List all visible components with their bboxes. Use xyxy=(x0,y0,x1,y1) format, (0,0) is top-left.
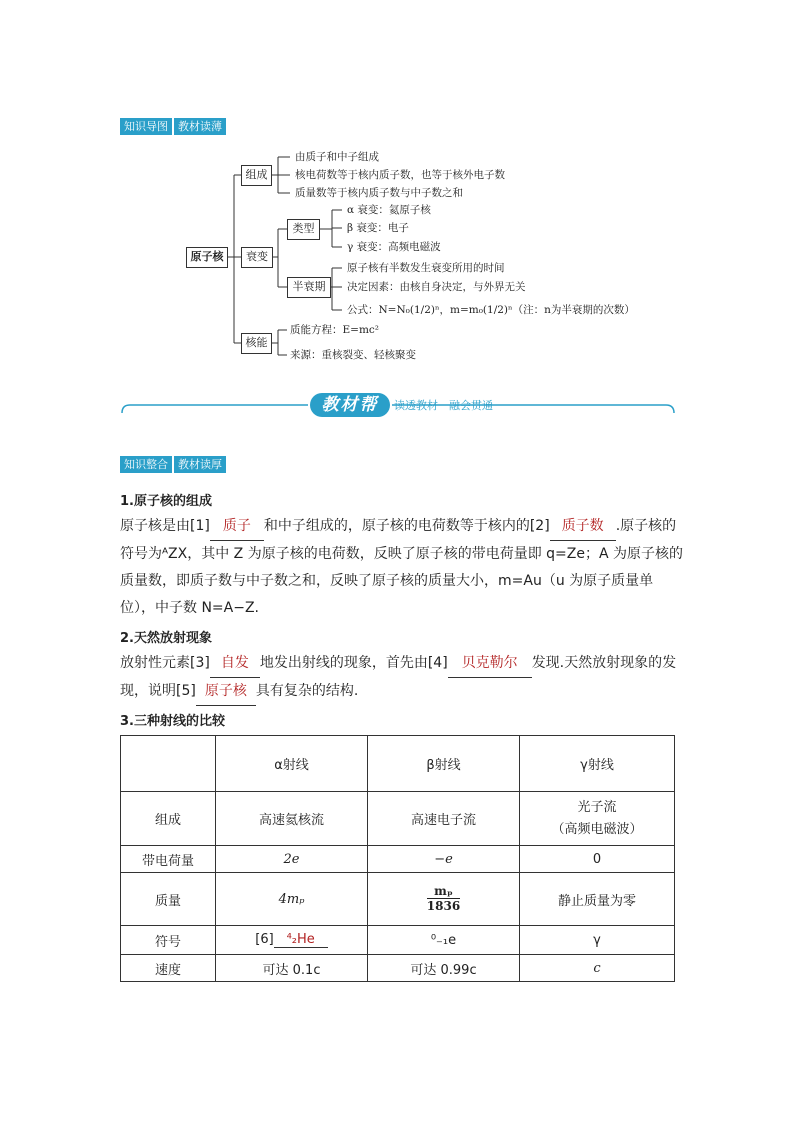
ray-comparison-table xyxy=(120,735,675,982)
cell-gamma: 静止质量为零 xyxy=(520,873,675,926)
half-life-formula: 公式：N=N₀(1/2)ⁿ，m=m₀(1/2)ⁿ（注：n为半衰期的次数） xyxy=(347,304,635,316)
row-label: 质量 xyxy=(121,873,216,926)
section-banner xyxy=(120,393,676,419)
cell-beta: −e xyxy=(368,846,520,873)
section-1-text xyxy=(120,513,683,622)
para-line: 符号为ᴬZX，其中 Z 为原子核的电荷数，反映了原子核的带电荷量即 q=Ze；A 为原子核的 xyxy=(120,546,683,562)
tag-label-b: 教材读薄 xyxy=(174,118,226,135)
cell-gamma: γ xyxy=(520,926,675,955)
table-header: α射线 xyxy=(216,736,368,792)
table-header: β射线 xyxy=(368,736,520,792)
tag-label-b: 教材读厚 xyxy=(174,456,226,473)
type-alpha: α 衰变：氦原子核 xyxy=(347,204,431,216)
tag-label-a: 知识导图 xyxy=(120,118,172,135)
half-life-definition: 原子核有半数发生衰变所用的时间 xyxy=(347,262,505,274)
node-nuclear-energy: 核能 xyxy=(241,333,272,354)
para-line: 放射性元素[3] 自发 地发出射线的现象，首先由[4] 贝克勒尔 发现.天然放射现象的发 xyxy=(120,650,680,678)
cell-beta: ⁰₋₁e xyxy=(368,926,520,955)
answer-blank-5: 原子核 xyxy=(196,678,256,706)
cell-alpha: 2e xyxy=(216,846,368,873)
cell-gamma: c xyxy=(520,955,675,982)
composition-item-2: 核电荷数等于核内质子数，也等于核外电子数 xyxy=(295,169,505,181)
para-line: 位），中子数 N=A−Z. xyxy=(120,600,260,616)
banner-title: 教材帮 xyxy=(310,393,390,417)
answer-blank-2: 质子数 xyxy=(550,513,616,541)
para-line: 质量数，即质子数与中子数之和，反映了原子核的质量大小，m=Au（u 为原子质量单 xyxy=(120,573,654,589)
answer-blank-6: ⁴₂He xyxy=(274,932,328,948)
energy-source: 来源：重核裂变、轻核聚变 xyxy=(290,349,416,361)
node-types: 类型 xyxy=(287,219,320,240)
table-header-row xyxy=(121,736,675,792)
row-label: 速度 xyxy=(121,955,216,982)
type-gamma: γ 衰变：高频电磁波 xyxy=(347,241,441,253)
cell-alpha: 4mₚ xyxy=(216,873,368,926)
row-label: 带电荷量 xyxy=(121,846,216,873)
mass-fraction: $\frac{\text{mₚ}}{1836}$ xyxy=(426,884,461,913)
mindmap-root: 原子核 xyxy=(186,247,228,268)
answer-blank-1: 质子 xyxy=(210,513,264,541)
composition-item-1: 由质子和中子组成 xyxy=(295,151,379,163)
table-row xyxy=(121,846,675,873)
section-heading-1: 1.原子核的组成 xyxy=(120,494,212,509)
cell-beta: 可达 0.99c xyxy=(368,955,520,982)
node-decay: 衰变 xyxy=(241,247,273,268)
section-2-text xyxy=(120,650,680,706)
cell-beta xyxy=(368,873,520,926)
section-heading-2: 2.天然放射现象 xyxy=(120,631,212,646)
type-beta: β 衰变：电子 xyxy=(347,222,409,234)
para-line: 现，说明[5] 原子核 具有复杂的结构. xyxy=(120,678,680,706)
cell-alpha: 可达 0.1c xyxy=(216,955,368,982)
tag-label-a: 知识整合 xyxy=(120,456,172,473)
table-header: γ射线 xyxy=(520,736,675,792)
banner-subtitle: 读透教材 融会贯通 xyxy=(394,399,493,412)
half-life-factor: 决定因素：由核自身决定，与外界无关 xyxy=(347,281,526,293)
table-row xyxy=(121,792,675,846)
section-tag-knowledge xyxy=(120,456,226,473)
node-composition: 组成 xyxy=(241,165,272,186)
composition-item-3: 质量数等于核内质子数与中子数之和 xyxy=(295,187,463,199)
para-line: 原子核是由[1] 质子 和中子组成的，原子核的电荷数等于核内的[2] 质子数 .原子核的 xyxy=(120,513,680,541)
cell-alpha: [6] ⁴₂He xyxy=(216,926,368,955)
cell-beta: 高速电子流 xyxy=(368,792,520,846)
cell-alpha: 高速氦核流 xyxy=(216,792,368,846)
table-row xyxy=(121,926,675,955)
mind-map xyxy=(0,0,794,380)
answer-blank-4: 贝克勒尔 xyxy=(448,650,532,678)
cell-gamma: 0 xyxy=(520,846,675,873)
answer-blank-3: 自发 xyxy=(210,650,260,678)
row-label: 组成 xyxy=(121,792,216,846)
energy-equation: 质能方程：E=mc² xyxy=(290,324,380,336)
row-label: 符号 xyxy=(121,926,216,955)
section-heading-3: 3.三种射线的比较 xyxy=(120,714,225,729)
cell-gamma: 光子流 （高频电磁波） xyxy=(520,792,675,846)
node-half-life: 半衰期 xyxy=(287,277,331,298)
table-header xyxy=(121,736,216,792)
table-row xyxy=(121,955,675,982)
table-row xyxy=(121,873,675,926)
